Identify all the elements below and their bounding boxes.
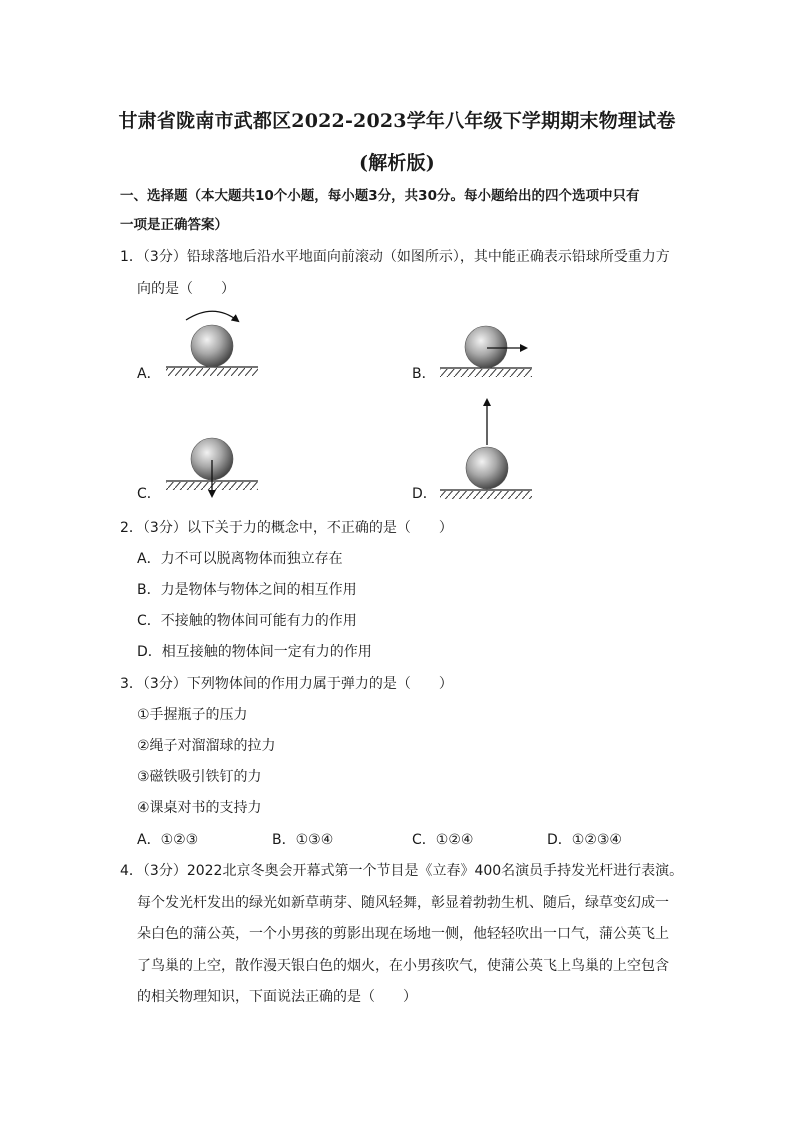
q1-option-b-label: B．	[412, 366, 436, 382]
section-header-line2: 一项是正确答案）	[120, 217, 228, 233]
q3-item-3: ③磁铁吸引铁钉的力	[137, 769, 262, 785]
page-subtitle: (解析版)	[359, 152, 435, 174]
q4-stem-line4: 了鸟巢的上空，散作漫天银白色的烟火，在小男孩吹气，使蒲公英飞上鸟巢的上空包含	[137, 958, 669, 974]
q1-figure-d	[440, 400, 532, 499]
q1-option-a-label: A．	[137, 366, 161, 382]
q3-item-1: ①手握瓶子的压力	[137, 707, 248, 723]
q1-figure-b	[440, 326, 532, 377]
q2-option-d: D．相互接触的物体间一定有力的作用	[137, 644, 372, 660]
q2-option-b: B．力是物体与物体之间的相互作用	[137, 582, 357, 598]
q2-option-a: A．力不可以脱离物体而独立存在	[137, 551, 343, 567]
q3-option-d: D．①②③④	[547, 832, 622, 848]
q3-item-2: ②绳子对溜溜球的拉力	[137, 738, 276, 754]
q3-item-4: ④课桌对书的支持力	[137, 800, 262, 816]
ground-hatch	[166, 368, 258, 376]
q1-figure-a	[166, 311, 258, 376]
q1-option-c-label: C．	[137, 486, 161, 502]
q4-stem-line2: 每个发光杆发出的绿光如新草萌芽、随风轻舞，彰显着勃勃生机、随后，绿草变幻成一	[137, 895, 669, 911]
q4-stem-line5: 的相关物理知识，下面说法正确的是（ ）	[137, 989, 417, 1005]
q3-stem: 3．（3分）下列物体间的作用力属于弹力的是（ ）	[120, 676, 453, 692]
page-title: 甘肃省陇南市武都区2022-2023学年八年级下学期期末物理试卷	[118, 110, 676, 132]
q2-option-c: C．不接触的物体间可能有力的作用	[137, 613, 357, 629]
q1-option-d-label: D．	[412, 486, 437, 502]
ground-hatch	[440, 491, 532, 499]
rotation-arrow	[186, 311, 238, 321]
section-header-line1: 一、选择题（本大题共10个小题，每小题3分，共30分。每小题给出的四个选项中只有	[120, 188, 640, 204]
shot-put-ball	[191, 325, 233, 367]
q1-figures	[0, 0, 794, 520]
q4-stem-line3: 朵白色的蒲公英，一个小男孩的剪影出现在场地一侧，他轻轻吹出一口气，蒲公英飞上	[137, 926, 669, 942]
q3-option-a: A．①②③	[137, 832, 199, 848]
shot-put-ball	[465, 326, 507, 368]
q1-stem-line1: 1．（3分）铅球落地后沿水平地面向前滚动（如图所示），其中能正确表示铅球所受重力方	[120, 249, 670, 265]
ground-hatch	[440, 369, 532, 377]
q4-stem-line1: 4．（3分）2022北京冬奥会开幕式第一个节目是《立春》400名演员手持发光杆进行表演。	[120, 863, 684, 879]
q3-option-b: B．①③④	[272, 832, 334, 848]
q2-stem: 2．（3分）以下关于力的概念中，不正确的是（ ）	[120, 520, 453, 536]
shot-put-ball	[466, 447, 508, 489]
q1-stem-line2: 向的是（ ）	[137, 281, 235, 297]
q1-figure-c	[166, 438, 258, 496]
q3-option-c: C．①②④	[412, 832, 474, 848]
